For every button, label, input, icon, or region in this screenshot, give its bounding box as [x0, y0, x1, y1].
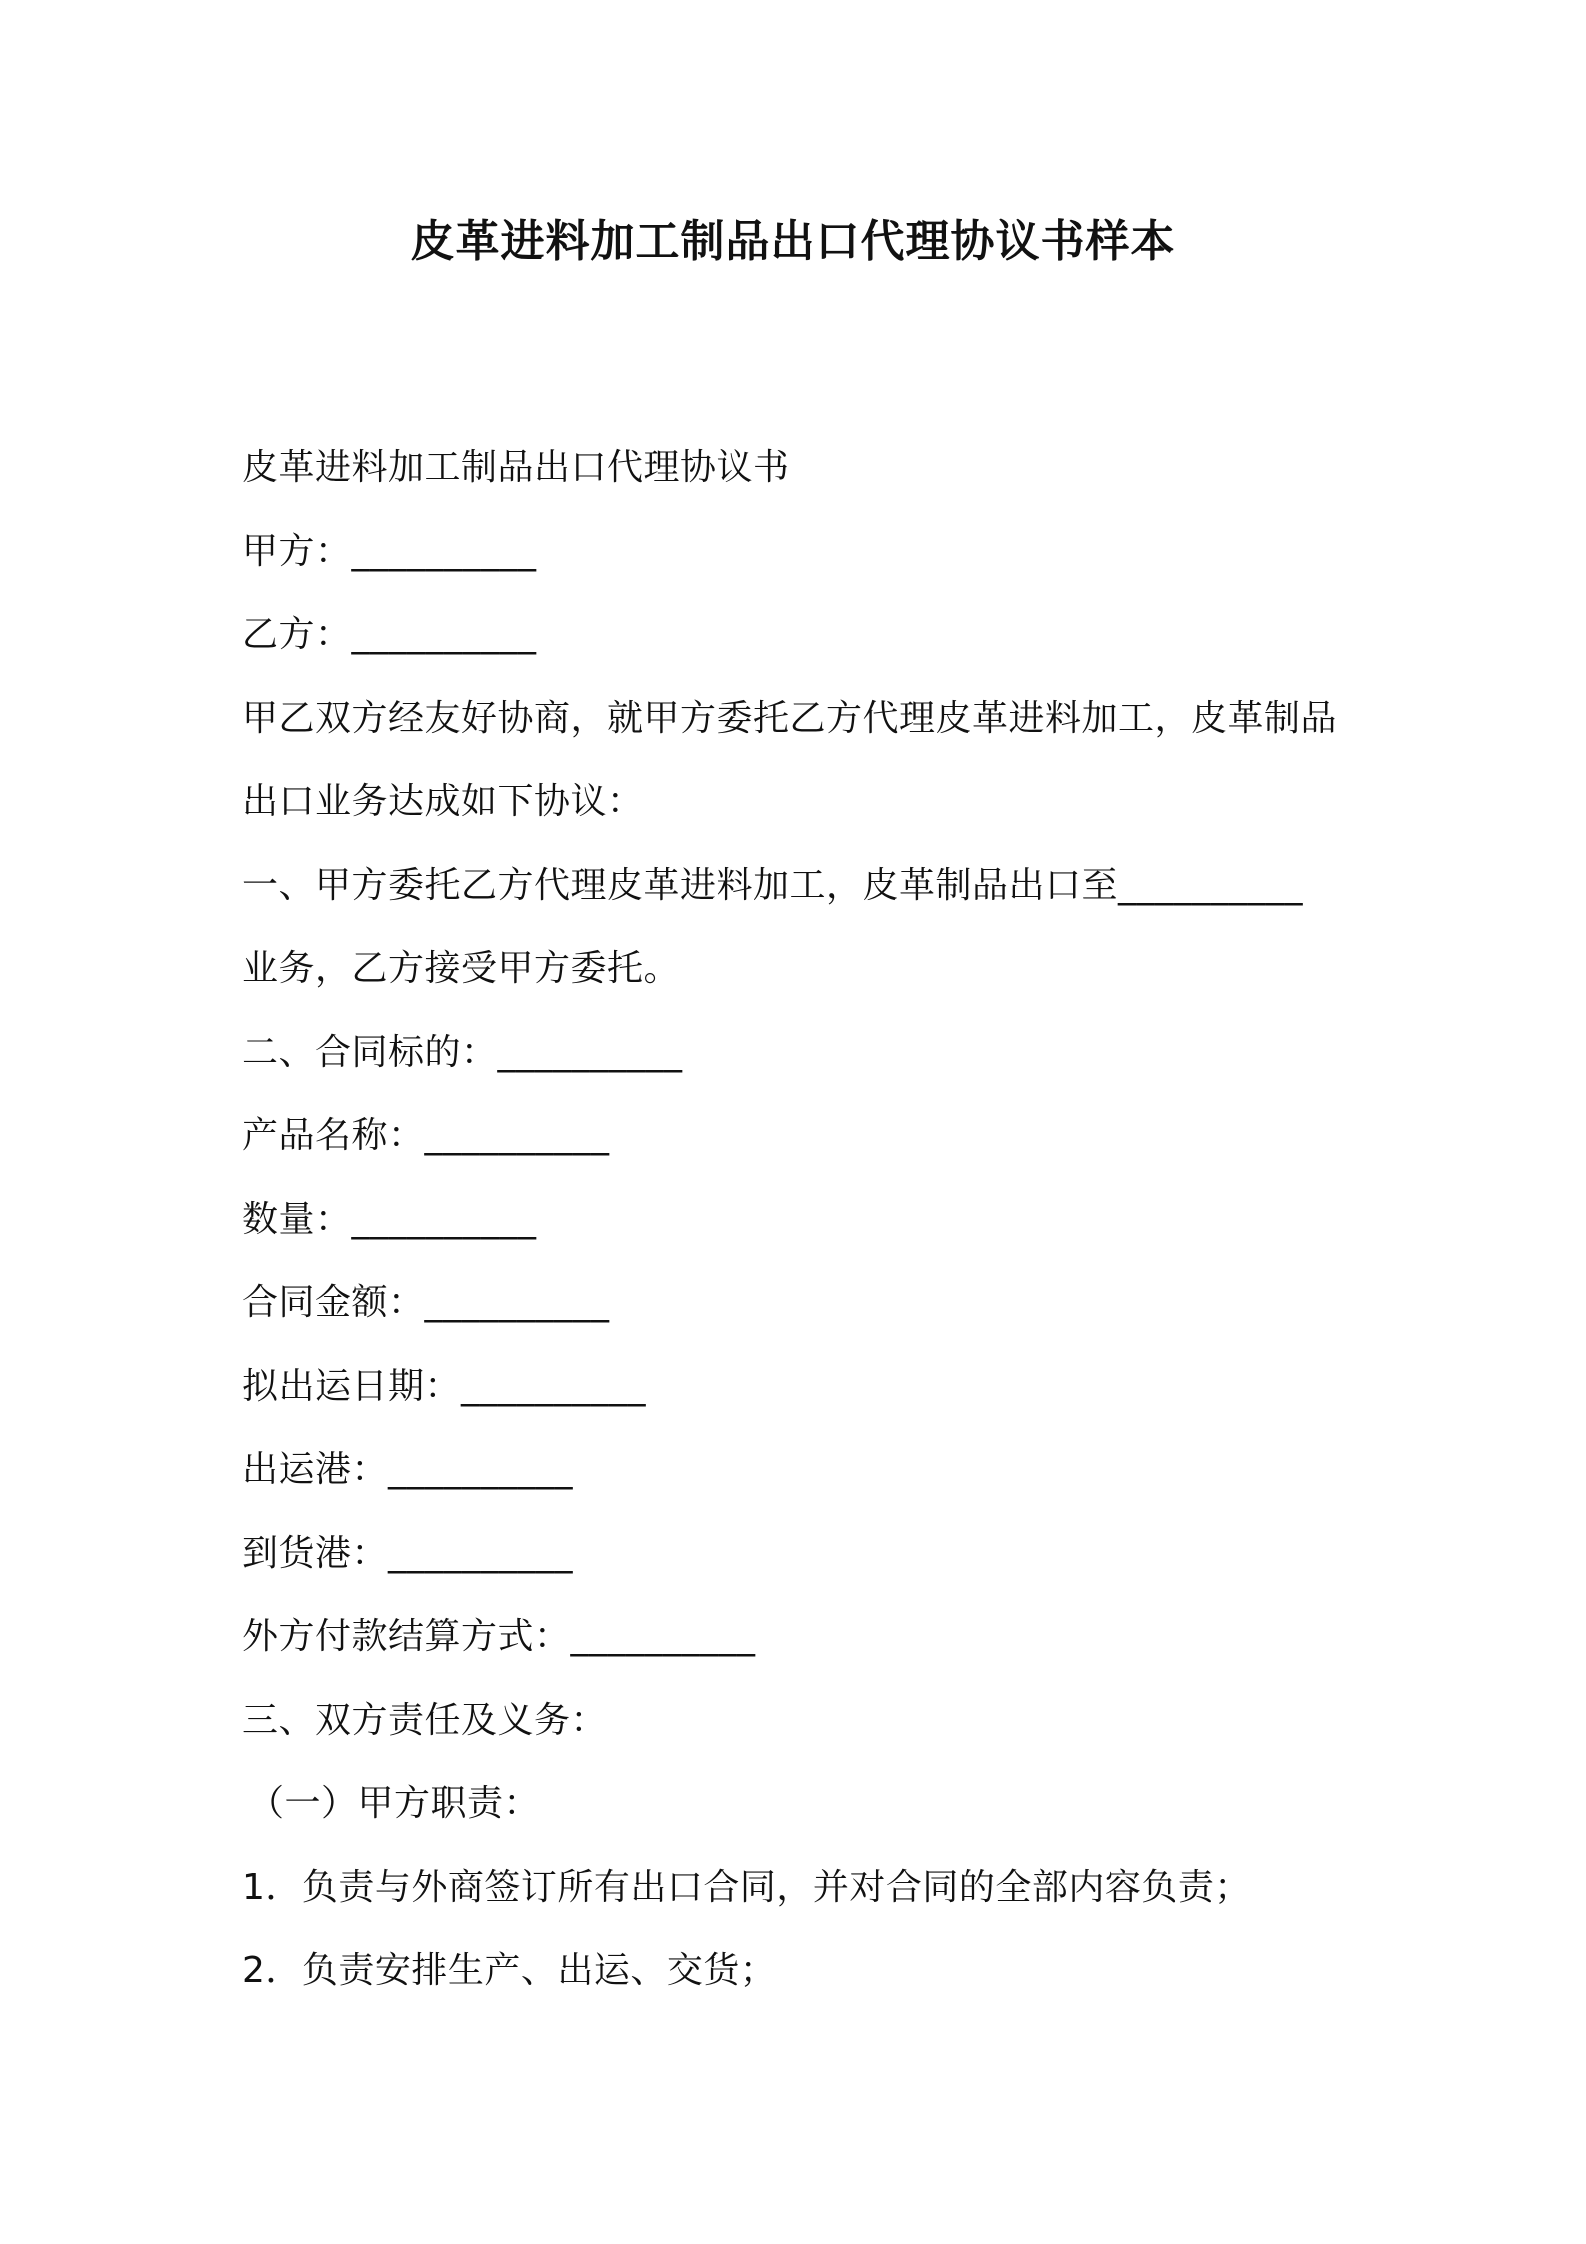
preamble-line-1: 甲乙双方经友好协商，就甲方委托乙方代理皮革进料加工，皮革制品	[242, 697, 1338, 739]
duty-item-1: 1．负责与外商签订所有出口合同，并对合同的全部内容负责；	[242, 1866, 1251, 1908]
clause-2-heading: 二、合同标的：__________	[242, 1031, 683, 1073]
port-of-destination-line: 到货港：__________	[242, 1532, 574, 1574]
contract-amount-line: 合同金额：__________	[242, 1282, 610, 1323]
payment-method-line: 外方付款结算方式：__________	[242, 1616, 756, 1657]
product-name-line: 产品名称：__________	[242, 1115, 610, 1156]
document-title: 皮革进料加工制品出口代理协议书样本	[410, 216, 1176, 267]
quantity-line: 数量：__________	[242, 1198, 537, 1240]
agreement-heading: 皮革进料加工制品出口代理协议书	[242, 447, 790, 488]
port-of-loading-line: 出运港：__________	[242, 1449, 574, 1490]
party-b-line: 乙方：__________	[242, 614, 537, 655]
preamble-line-2: 出口业务达成如下协议：	[242, 781, 644, 822]
duty-item-2: 2．负责安排生产、出运、交货；	[242, 1950, 777, 1991]
party-a-line: 甲方：__________	[242, 530, 537, 572]
party-a-duties-heading: （一）甲方职责：	[248, 1783, 541, 1824]
clause-1-line-2: 业务，乙方接受甲方委托。	[242, 948, 681, 989]
clause-1-line-1: 一、甲方委托乙方代理皮革进料加工，皮革制品出口至__________	[242, 864, 1304, 906]
shipping-date-line: 拟出运日期：__________	[242, 1365, 647, 1407]
document-body	[242, 448, 1362, 2035]
clause-3-heading: 三、双方责任及义务：	[242, 1699, 608, 1741]
